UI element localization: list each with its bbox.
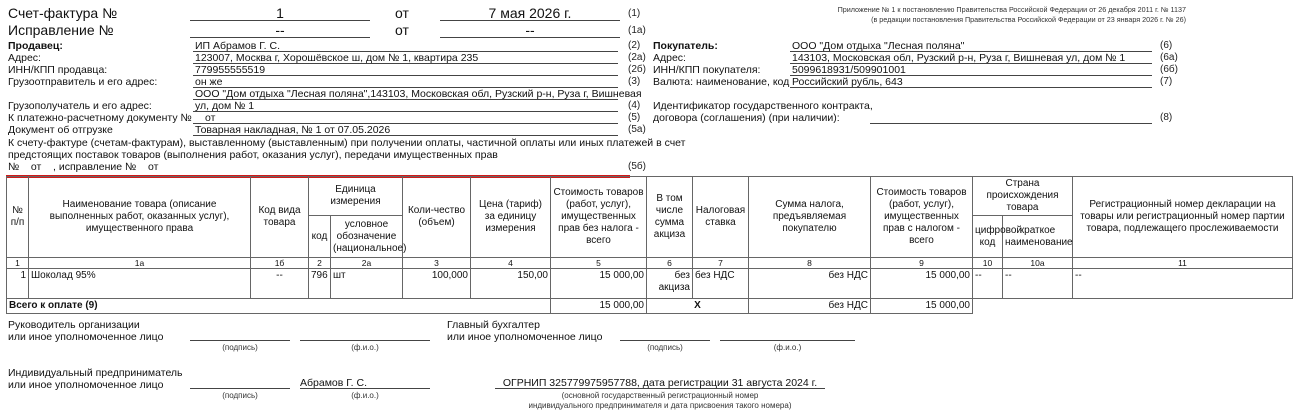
currency-underline — [790, 87, 1152, 88]
col-num-cell: 7 — [693, 258, 749, 269]
row-qty: 100,000 — [403, 269, 471, 299]
th-country-code: цифровой код — [973, 216, 1003, 258]
table-row — [7, 269, 1293, 299]
code-1: (1) — [628, 8, 641, 19]
row-country-name: -- — [1003, 269, 1073, 299]
row-rate: без НДС — [693, 269, 749, 299]
seller-name: ИП Абрамов Г. С. — [195, 40, 280, 52]
annex-line-2: (в редакции постановления Правительства Российской Федерации от 23 января 2026 г. № 26) — [871, 15, 1186, 24]
advance-code: (5б) — [628, 161, 646, 172]
row-num: 1 — [7, 269, 29, 299]
row-tax: без НДС — [749, 269, 871, 299]
advance-line-1: К счету-фактуре (счетам-фактурам), выставленному (выставленным) при получении оплаты, частичной оплаты или иных платежей в счет — [8, 137, 686, 149]
correction-from-label: от — [395, 22, 409, 38]
th-unit-code: код — [309, 216, 331, 258]
ip-signature-caption: (подпись) — [222, 391, 258, 400]
contract-underline — [870, 123, 1152, 124]
th-excise: В том числе сумма акциза — [647, 177, 693, 258]
col-num-cell: 3 — [403, 258, 471, 269]
consignee-line-1: ООО "Дом отдыха "Лесная поляна",143103, Московская обл, Рузский р-н, Руза г, Вишневая — [195, 88, 642, 100]
buyer-inn-code: (6б) — [1160, 64, 1178, 75]
advance-line-2: предстоящих поставок товаров (выполнения работ, оказания услуг), передачи имущественных прав — [8, 149, 498, 161]
seller-inn-underline — [193, 75, 618, 76]
table-header-row — [7, 177, 1293, 216]
head-label-1: Руководитель организации — [8, 319, 140, 331]
correction-label: Исправление № — [8, 22, 114, 38]
row-country-code: -- — [973, 269, 1003, 299]
th-tax: Сумма налога, предъявляемая покупателю — [749, 177, 871, 258]
buyer-name: ООО "Дом отдыха "Лесная поляна" — [792, 40, 965, 52]
total-total: 15 000,00 — [871, 299, 973, 314]
invoice-number-underline — [190, 20, 370, 21]
th-unit-name: условное обозначение (национальное) — [331, 216, 403, 258]
seller-inn-code: (2б) — [628, 64, 646, 75]
row-reg: -- — [1073, 269, 1293, 299]
th-num: № п/п — [7, 177, 29, 258]
accountant-signature-line — [620, 340, 710, 341]
buyer-name-code: (6) — [1160, 40, 1173, 51]
row-unit-name: шт — [331, 269, 403, 299]
currency-value: Российский рубль, 643 — [792, 76, 903, 88]
shipment-doc-label: Документ об отгрузке — [8, 124, 113, 136]
invoice-from-label: от — [395, 5, 409, 21]
buyer-inn-label: ИНН/КПП покупателя: — [653, 64, 761, 76]
contract-line-1: Идентификатор государственного контракта, — [653, 100, 873, 112]
th-country-name: краткое наименование — [1003, 216, 1073, 258]
correction-number: -- — [275, 22, 285, 38]
head-signature-line — [190, 340, 290, 341]
seller-address-code: (2а) — [628, 52, 646, 63]
row-excise: без акциза — [647, 269, 693, 299]
accountant-fio-line — [720, 340, 855, 341]
row-unit-code: 796 — [309, 269, 331, 299]
col-num-cell: 11 — [1073, 258, 1293, 269]
consignee-underline-1 — [193, 99, 618, 100]
col-num-cell: 1 — [7, 258, 29, 269]
buyer-address: 143103, Московская обл, Рузский р-н, Руза г, Вишневая ул, дом № 1 — [792, 52, 1126, 64]
ip-name: Абрамов Г. С. — [300, 377, 367, 389]
col-num-cell: 5 — [551, 258, 647, 269]
th-rate: Налоговая ставка — [693, 177, 749, 258]
head-signature-caption: (подпись) — [222, 343, 258, 352]
head-fio-line — [300, 340, 430, 341]
buyer-address-label: Адрес: — [653, 52, 686, 64]
total-tax: без НДС — [749, 299, 871, 314]
ogrnip-caption-1: (основной государственный регистрационный номер — [561, 391, 759, 400]
ip-label-1: Индивидуальный предприниматель — [8, 367, 183, 379]
ip-fio-caption: (ф.и.о.) — [351, 391, 379, 400]
accountant-fio-caption: (ф.и.о.) — [773, 343, 802, 352]
shipment-doc-underline — [193, 135, 618, 136]
total-row — [7, 299, 1293, 314]
col-num-cell: 10 — [973, 258, 1003, 269]
buyer-address-code: (6а) — [1160, 52, 1178, 63]
th-reg: Регистрационный номер декларации на товары или регистрационный номер партии товара, подлежащего прослеживаемости — [1073, 177, 1293, 258]
total-excise: Х — [647, 299, 749, 314]
ogrnip-value: ОГРНИП 325779975957788, дата регистрации 31 августа 2024 г. — [502, 377, 818, 389]
seller-name-code: (2) — [628, 40, 641, 51]
seller-label: Продавец: — [8, 40, 63, 52]
col-num-cell: 4 — [471, 258, 551, 269]
ip-label-2: или иное уполномоченное лицо — [8, 379, 164, 391]
shipper-value: он же — [195, 76, 223, 88]
seller-address-label: Адрес: — [8, 52, 41, 64]
column-numbers-row — [7, 258, 1293, 269]
accountant-label-1: Главный бухгалтер — [447, 319, 540, 331]
seller-inn-label: ИНН/КПП продавца: — [8, 64, 108, 76]
currency-label: Валюта: наименование, код — [653, 76, 790, 88]
invoice-table — [6, 176, 1293, 314]
total-label: Всего к оплате (9) — [7, 299, 551, 314]
row-price: 150,00 — [471, 269, 551, 299]
accountant-signature-caption: (подпись) — [647, 343, 683, 352]
row-cost: 15 000,00 — [551, 269, 647, 299]
invoice-date: 7 мая 2026 г. — [488, 5, 572, 21]
shipper-code: (3) — [628, 76, 641, 87]
th-unit: Единица измерения — [309, 177, 403, 216]
ogrnip-caption-2: индивидуального предпринимателя и дата присвоения такого номера) — [528, 401, 792, 410]
annex-line-1: Приложение № 1 к постановлению Правительства Российской Федерации от 26 декабря 2011 г. № 1137 — [837, 5, 1186, 14]
advance-line-3: № от , исправление № от — [8, 161, 159, 173]
payment-doc-from: от — [205, 112, 216, 124]
col-num-cell: 10а — [1003, 258, 1073, 269]
th-name: Наименование товара (описание выполненных работ, оказанных услуг), имущественного права — [29, 177, 251, 258]
row-total: 15 000,00 — [871, 269, 973, 299]
row-kind: -- — [251, 269, 309, 299]
correction-number-underline — [190, 37, 370, 38]
buyer-label: Покупатель: — [653, 40, 718, 52]
correction-date-underline — [440, 37, 620, 38]
col-num-cell: 2а — [331, 258, 403, 269]
contract-line-2: договора (соглашения) (при наличии): — [653, 112, 840, 124]
code-1a: (1а) — [628, 25, 646, 36]
contract-code: (8) — [1160, 112, 1173, 123]
payment-doc-code: (5) — [628, 112, 641, 123]
th-total: Стоимость товаров (работ, услуг), имущественных прав с налогом - всего — [871, 177, 973, 258]
th-qty: Коли-чество (объем) — [403, 177, 471, 258]
consignee-label: Грузополучатель и его адрес: — [8, 100, 152, 112]
th-price: Цена (тариф) за единицу измерения — [471, 177, 551, 258]
accountant-label-2: или иное уполномоченное лицо — [447, 331, 603, 343]
buyer-inn: 5099618931/509901001 — [792, 64, 906, 76]
col-num-cell: 9 — [871, 258, 973, 269]
head-fio-caption: (ф.и.о.) — [351, 343, 379, 352]
ip-signature-line — [190, 388, 290, 389]
consignee-line-2: ул, дом № 1 — [195, 100, 255, 112]
head-label-2: или иное уполномоченное лицо — [8, 331, 164, 343]
total-cost: 15 000,00 — [551, 299, 647, 314]
th-kind: Код вида товара — [251, 177, 309, 258]
col-num-cell: 8 — [749, 258, 871, 269]
shipment-doc-code: (5а) — [628, 124, 646, 135]
seller-address: 123007, Москва г, Хорошёвское ш, дом № 1, квартира 235 — [195, 52, 479, 64]
shipper-label: Грузоотправитель и его адрес: — [8, 76, 158, 88]
correction-date: -- — [525, 22, 535, 38]
col-num-cell: 6 — [647, 258, 693, 269]
ogrnip-line — [495, 388, 825, 389]
consignee-code: (4) — [628, 100, 641, 111]
invoice-date-underline — [440, 20, 620, 21]
consignee-underline-2 — [193, 111, 618, 112]
currency-code: (7) — [1160, 76, 1173, 87]
invoice-number: 1 — [276, 5, 284, 21]
payment-doc-label: К платежно-расчетному документу № — [8, 112, 192, 124]
row-name: Шоколад 95% — [29, 269, 251, 299]
shipment-doc-value: Товарная накладная, № 1 от 07.05.2026 — [195, 124, 391, 136]
th-country: Страна происхождения товара — [973, 177, 1073, 216]
col-num-cell: 1б — [251, 258, 309, 269]
seller-inn: 779955555519 — [195, 64, 266, 76]
col-num-cell: 2 — [309, 258, 331, 269]
th-cost: Стоимость товаров (работ, услуг), имущественных прав без налога - всего — [551, 177, 647, 258]
col-num-cell: 1а — [29, 258, 251, 269]
invoice-title-label: Счет-фактура № — [8, 5, 118, 21]
ip-fio-line — [300, 388, 430, 389]
total-empty — [973, 299, 1293, 314]
